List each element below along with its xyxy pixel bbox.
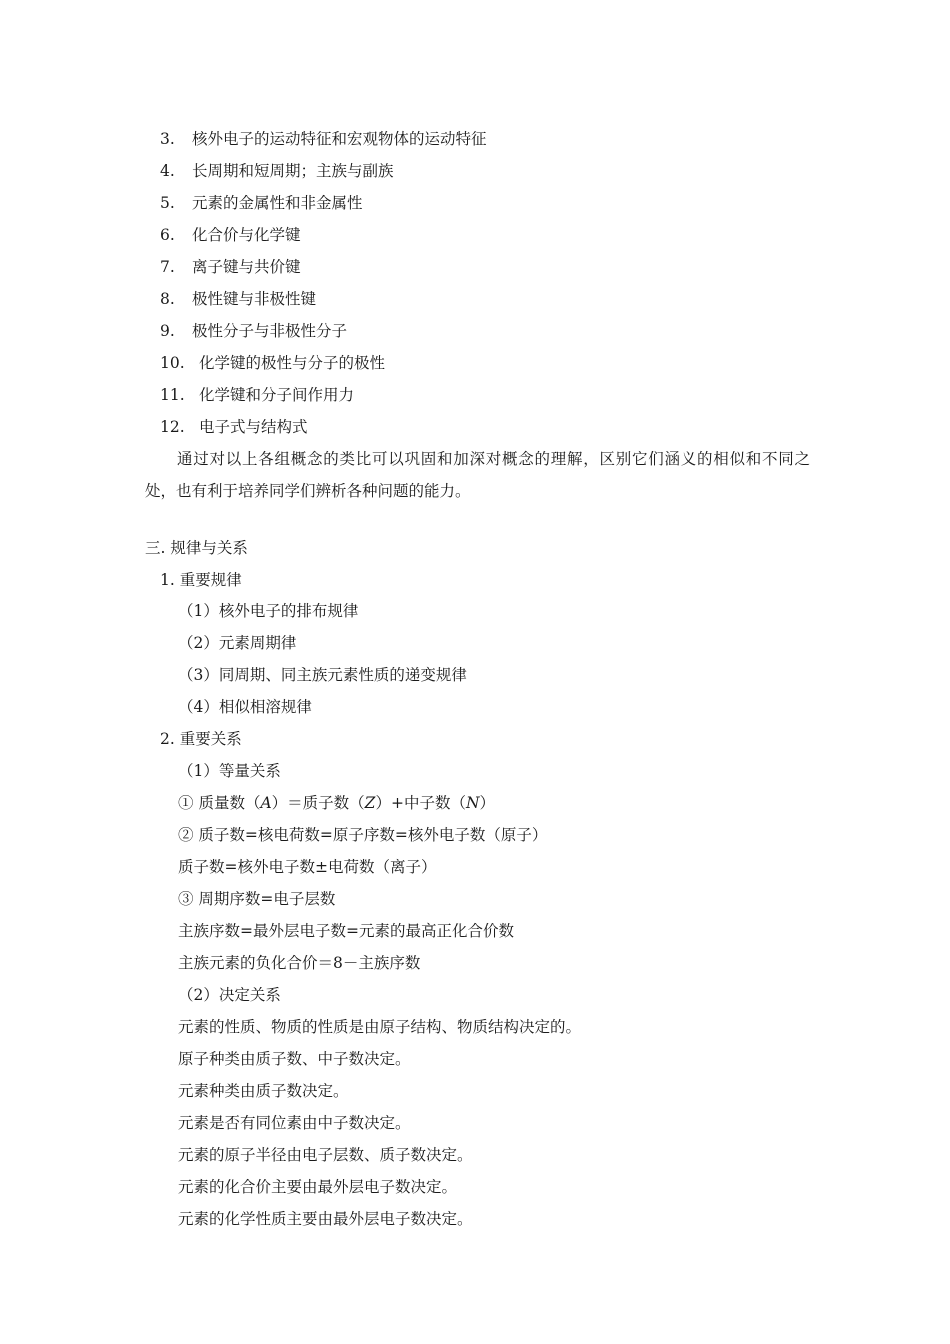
decide-item: 元素的化合价主要由最外层电子数决定。	[178, 1178, 458, 1196]
list-number: 11.	[160, 386, 185, 404]
list-item-10	[160, 353, 385, 373]
equation-proton-atom: ② 质子数=核电荷数=原子序数=核外电子数（原子）	[178, 826, 548, 844]
decide-relation-title: （2）决定关系	[178, 986, 281, 1004]
list-number: 7.	[160, 258, 175, 276]
equation-text: ）	[479, 794, 496, 812]
list-item-6	[160, 225, 300, 245]
list-text: 化合价与化学键	[191, 226, 301, 244]
list-number: 3.	[160, 130, 175, 148]
list-text: 长周期和短周期；主族与副族	[191, 162, 394, 180]
decide-item: 元素种类由质子数决定。	[178, 1082, 349, 1100]
rule-item: （2）元素周期律	[178, 634, 297, 652]
list-number: 8.	[160, 290, 175, 308]
equation-main-group: 主族序数=最外层电子数=元素的最高正化合价数	[178, 922, 514, 940]
list-number: 12.	[160, 418, 185, 436]
section-heading: 三. 规律与关系	[145, 539, 248, 557]
decide-item: 原子种类由质子数、中子数决定。	[178, 1050, 411, 1068]
list-item-7	[160, 257, 300, 277]
equation-mass-number	[178, 793, 495, 813]
variable-n: N	[465, 794, 480, 812]
rule-item: （4）相似相溶规律	[178, 698, 312, 716]
equation-proton-ion: 质子数=核外电子数±电荷数（离子）	[178, 858, 437, 876]
list-item-9	[160, 321, 347, 341]
list-text: 极性键与非极性键	[191, 290, 316, 308]
list-number: 6.	[160, 226, 175, 244]
equation-text: ）＝质子数（	[271, 794, 365, 812]
list-text: 化学键和分子间作用力	[198, 386, 354, 404]
list-item-8	[160, 289, 316, 309]
decide-item: 元素的原子半径由电子层数、质子数决定。	[178, 1146, 473, 1164]
list-text: 核外电子的运动特征和宏观物体的运动特征	[191, 130, 487, 148]
circled-number-1: ①	[178, 794, 194, 812]
equation-text: 质量数（	[193, 794, 261, 812]
list-text: 电子式与结构式	[198, 418, 308, 436]
rule-item: （3）同周期、同主族元素性质的递变规律	[178, 666, 467, 684]
variable-z: Z	[364, 794, 376, 812]
equation-negative-valence: 主族元素的负化合价＝8－主族序数	[178, 954, 421, 972]
rule-item: （1）核外电子的排布规律	[178, 602, 359, 620]
equation-period: ③ 周期序数=电子层数	[178, 890, 336, 908]
subsection-title-relations: 2. 重要关系	[160, 730, 242, 748]
decide-item: 元素是否有同位素由中子数决定。	[178, 1114, 411, 1132]
list-item-5	[160, 193, 362, 213]
list-number: 5.	[160, 194, 175, 212]
decide-item: 元素的性质、物质的性质是由原子结构、物质结构决定的。	[178, 1018, 582, 1036]
list-text: 化学键的极性与分子的极性	[198, 354, 385, 372]
list-item-3	[160, 129, 486, 149]
list-text: 元素的金属性和非金属性	[191, 194, 363, 212]
equal-relation-title: （1）等量关系	[178, 762, 281, 780]
list-number: 4.	[160, 162, 175, 180]
list-number: 9.	[160, 322, 175, 340]
summary-paragraph: 通过对以上各组概念的类比可以巩固和加深对概念的理解，区别它们涵义的相似和不同之处，也有利于培养同学们辨析各种问题的能力。	[145, 450, 810, 500]
decide-item: 元素的化学性质主要由最外层电子数决定。	[178, 1210, 473, 1228]
equation-text: ）+中子数（	[375, 794, 466, 812]
list-item-11	[160, 385, 354, 405]
list-text: 极性分子与非极性分子	[191, 322, 347, 340]
list-number: 10.	[160, 354, 185, 372]
subsection-title-rules: 1. 重要规律	[160, 571, 242, 589]
list-item-4	[160, 161, 393, 181]
list-text: 离子键与共价键	[191, 258, 301, 276]
variable-a: A	[260, 794, 272, 812]
list-item-12	[160, 417, 307, 437]
